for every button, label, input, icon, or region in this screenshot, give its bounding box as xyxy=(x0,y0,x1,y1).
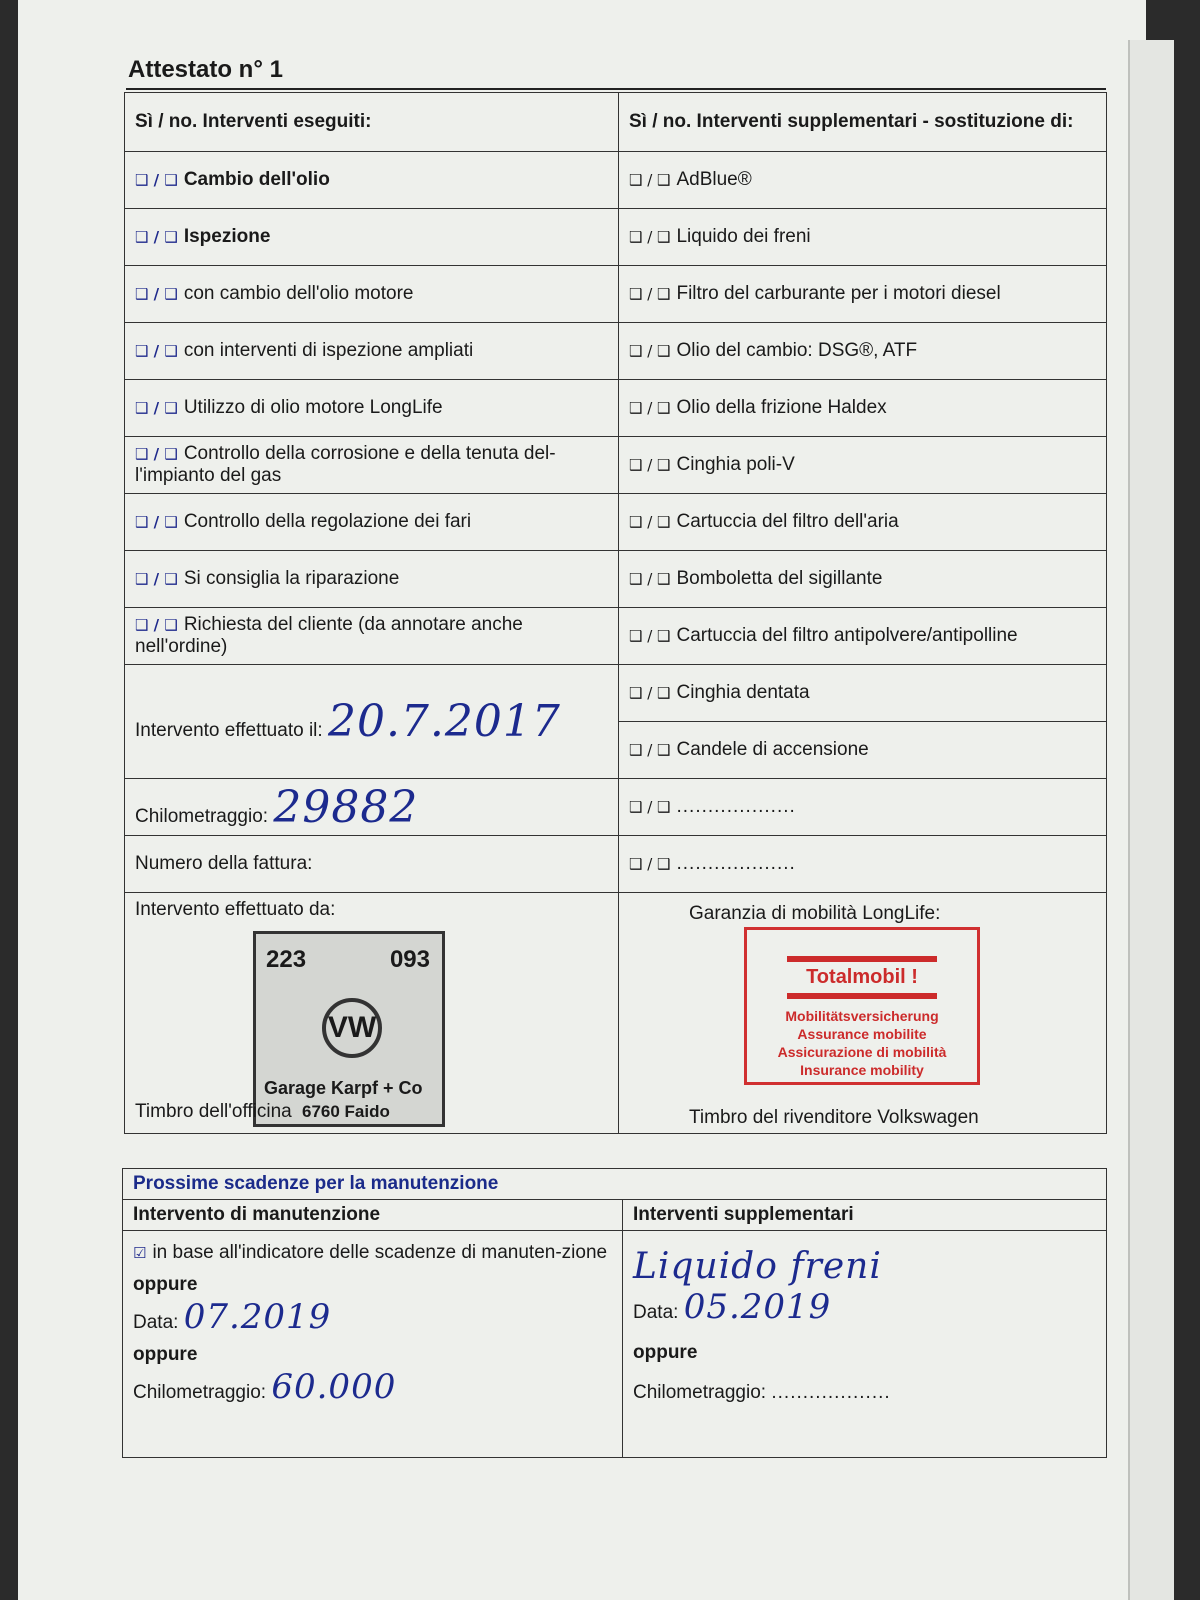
service-date-value[interactable]: 20.7.2017 xyxy=(327,696,561,747)
checkbox[interactable]: ❑ / ❑ xyxy=(629,570,671,588)
left-item: ❑ / ❑ Utilizzo di olio motore LongLife xyxy=(125,380,619,437)
right-item: ❑ / ❑ Liquido dei freni xyxy=(619,209,1107,266)
next-left-header: Intervento di manutenzione xyxy=(123,1200,623,1231)
left-item: ❑ / ❑ Richiesta del cliente (da annotare anche nell'ordine) xyxy=(125,608,619,665)
right-item: ❑ / ❑ Filtro del carburante per i motori diesel xyxy=(619,266,1107,323)
checkbox[interactable]: ❑ / ❑ xyxy=(629,399,671,417)
right-item: ❑ / ❑ ................... xyxy=(619,779,1107,836)
service-date-cell: Intervento effettuato il: 20.7.2017 xyxy=(125,665,619,779)
left-item: ❑ / ❑ Controllo della regolazione dei fari xyxy=(125,494,619,551)
dealer-cell: Garanzia di mobilità LongLife: Totalmobil ! Mobilitätsversicherung Assurance mobilite Assicurazione di mobilità Insurance mobility Timbro del rivenditore Volkswagen xyxy=(619,893,1107,1134)
checkbox[interactable]: ❑ / ❑ xyxy=(135,171,178,189)
document-page xyxy=(18,0,1146,1600)
right-item: ❑ / ❑ Olio della frizione Haldex xyxy=(619,380,1107,437)
next-right-header: Interventi supplementari xyxy=(623,1200,1107,1231)
checkbox[interactable]: ❑ / ❑ xyxy=(135,228,178,246)
next-left-body: ☑ in base all'indicatore delle scadenze di manuten-zione oppure Data: 07.2019 oppure Chilometraggio: 60.000 xyxy=(123,1231,623,1458)
checkbox[interactable]: ❑ / ❑ xyxy=(629,171,671,189)
page-title: Attestato n° 1 xyxy=(128,56,283,83)
vw-logo-icon: VW xyxy=(322,998,382,1058)
next-km[interactable]: 60.000 xyxy=(271,1367,397,1407)
right-item: ❑ / ❑ Cinghia poli-V xyxy=(619,437,1107,494)
next-maintenance-table xyxy=(122,1168,1107,1458)
title-rule xyxy=(126,88,1106,90)
totalmobil-stamp: Totalmobil ! Mobilitätsversicherung Assurance mobilite Assicurazione di mobilità Insurance mobility xyxy=(744,927,980,1085)
page-edge xyxy=(1128,40,1174,1600)
checkbox[interactable]: ❑ / ❑ xyxy=(629,228,671,246)
right-header: Sì / no. Interventi supplementari - sostituzione di: xyxy=(619,93,1107,152)
checkbox[interactable]: ❑ / ❑ xyxy=(135,342,178,360)
right-item: ❑ / ❑ Olio del cambio: DSG®, ATF xyxy=(619,323,1107,380)
right-item: ❑ / ❑ Cartuccia del filtro antipolvere/antipolline xyxy=(619,608,1107,665)
checkbox[interactable]: ❑ / ❑ xyxy=(629,741,671,759)
checkbox[interactable]: ❑ / ❑ xyxy=(629,627,671,645)
next-extra-item[interactable]: Liquido freni xyxy=(633,1246,882,1287)
checkbox[interactable]: ❑ / ❑ xyxy=(629,684,671,702)
workshop-cell: Intervento effettuato da: 223 093 VW Garage Karpf + Co 6760 Faido Timbro dell'officina xyxy=(125,893,619,1134)
checkbox[interactable]: ❑ / ❑ xyxy=(629,798,671,816)
right-item: ❑ / ❑ Cinghia dentata xyxy=(619,665,1107,722)
next-title: Prossime scadenze per la manutenzione xyxy=(123,1169,1107,1200)
checkbox[interactable]: ❑ / ❑ xyxy=(629,285,671,303)
checkbox[interactable]: ☑ xyxy=(133,1244,147,1262)
next-right-body: Liquido freni Data: 05.2019 oppure Chilometraggio: ................... xyxy=(623,1231,1107,1458)
left-item: ❑ / ❑ con cambio dell'olio motore xyxy=(125,266,619,323)
next-extra-date[interactable]: 05.2019 xyxy=(683,1287,832,1327)
right-item: ❑ / ❑ ................... xyxy=(619,836,1107,893)
checkbox[interactable]: ❑ / ❑ xyxy=(135,399,178,417)
checkbox[interactable]: ❑ / ❑ xyxy=(135,570,178,588)
checkbox[interactable]: ❑ / ❑ xyxy=(629,342,671,360)
right-item: ❑ / ❑ AdBlue® xyxy=(619,152,1107,209)
invoice-cell: Numero della fattura: xyxy=(125,836,619,893)
left-item: ❑ / ❑ Si consiglia la riparazione xyxy=(125,551,619,608)
left-item: ❑ / ❑ Cambio dell'olio xyxy=(125,152,619,209)
service-table xyxy=(124,92,1107,1134)
checkbox[interactable]: ❑ / ❑ xyxy=(135,616,178,634)
checkbox[interactable]: ❑ / ❑ xyxy=(629,855,671,873)
checkbox[interactable]: ❑ / ❑ xyxy=(135,285,178,303)
km-value[interactable]: 29882 xyxy=(273,781,419,833)
next-date[interactable]: 07.2019 xyxy=(183,1297,332,1337)
left-item: ❑ / ❑ Ispezione xyxy=(125,209,619,266)
km-cell: Chilometraggio: 29882 xyxy=(125,779,619,836)
left-item: ❑ / ❑ Controllo della corrosione e della tenuta del-l'impianto del gas xyxy=(125,437,619,494)
checkbox[interactable]: ❑ / ❑ xyxy=(135,513,178,531)
right-item: ❑ / ❑ Candele di accensione xyxy=(619,722,1107,779)
left-item: ❑ / ❑ con interventi di ispezione ampliati xyxy=(125,323,619,380)
left-header: Sì / no. Interventi eseguiti: xyxy=(125,93,619,152)
checkbox[interactable]: ❑ / ❑ xyxy=(135,445,178,463)
workshop-stamp: 223 093 VW Garage Karpf + Co 6760 Faido xyxy=(253,931,445,1127)
checkbox[interactable]: ❑ / ❑ xyxy=(629,513,671,531)
right-item: ❑ / ❑ Bomboletta del sigillante xyxy=(619,551,1107,608)
right-item: ❑ / ❑ Cartuccia del filtro dell'aria xyxy=(619,494,1107,551)
checkbox[interactable]: ❑ / ❑ xyxy=(629,456,671,474)
